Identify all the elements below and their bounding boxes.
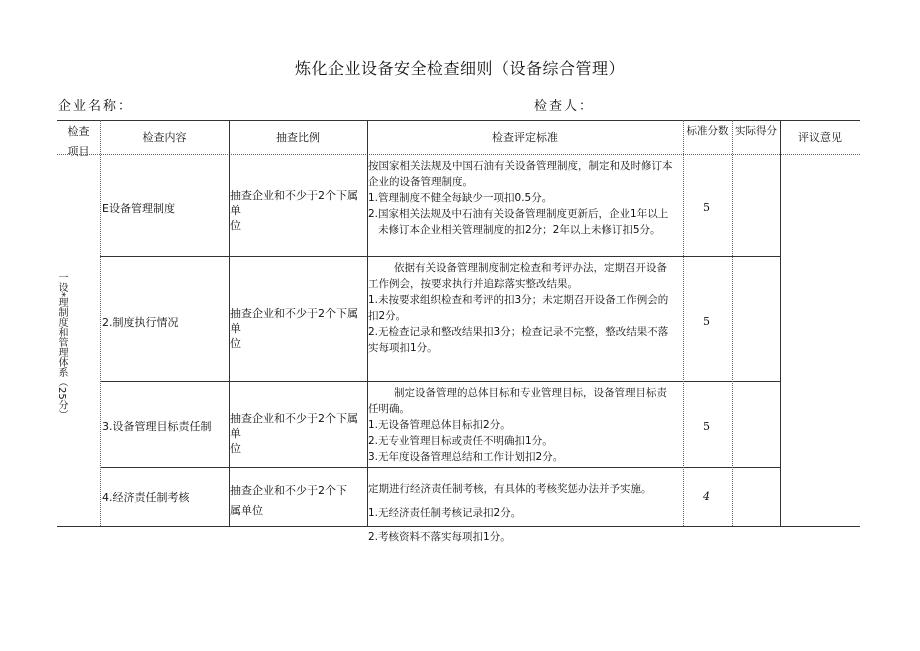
row3-content: 3.设备管理目标责任制 (102, 420, 212, 433)
header-item-top: 检查 (67, 125, 90, 138)
row4-ratio-line2: 属单位 (230, 504, 263, 517)
row2-std-line1: 依据有关设备管理制度制定检查和考评办法，定期召开设备 (394, 262, 667, 274)
row4-ratio-line1: 抽查企业和不少于2个下 (230, 484, 347, 497)
row3-score: 5 (703, 420, 710, 433)
company-name-label: 企业名称： (58, 99, 134, 114)
row3-std-line2: 任明确。 (368, 403, 410, 415)
header-comment: 评议意见 (798, 131, 842, 144)
row1-ratio-line1: 抽查企业和不少于2个下属单 (230, 189, 358, 217)
row4-std-line2: 1.无经济责任制考核记录扣2分。 (368, 507, 522, 519)
row1-content: E设备管理制度 (102, 202, 175, 215)
row2-std-line5: 2.无检查记录和整改结果扣3分；检查记录不完整，整改结果不落 (368, 326, 669, 338)
row1-std-line3: 1.管理制度不健全每缺少一项扣0.5分。 (368, 192, 553, 204)
row1-std-line1: 按国家相关法规及中国石油有关设备管理制度，制定和及时修订本 (368, 160, 673, 172)
row1-std-line4: 2.国家相关法规及中石油有关设备管理制度更新后，企业1年以上 (368, 208, 669, 220)
row3-std-line3: 1.无设备管理总体目标扣2分。 (368, 419, 511, 431)
row1-ratio-line2: 位 (230, 219, 241, 232)
row3-ratio-line2: 位 (230, 442, 241, 455)
row1-std-line5: 未修订本企业相关管理制度的扣2分；2年以上未修订扣5分。 (378, 224, 661, 236)
row2-std-line6: 实每项扣1分。 (368, 342, 438, 354)
row2-score: 5 (703, 315, 710, 328)
header-content: 检查内容 (142, 131, 187, 144)
row1-std-line2: 企业的设备管理制度。 (368, 176, 473, 188)
row4-ratio (230, 481, 367, 521)
row3-std-line4: 2.无专业管理目标或责任不明确扣1分。 (368, 435, 553, 447)
row4-score: 4 (703, 490, 710, 503)
row4-std-line1: 定期进行经济责任制考核，有具体的考核奖惩办法并予实施。 (368, 483, 652, 495)
row4-std-line3: 2.考核资料不落实每项扣1分。 (368, 531, 511, 543)
row3-std-line5: 3.无年度设备管理总结和工作计划扣2分。 (368, 451, 564, 463)
row2-ratio-line2: 位 (230, 337, 241, 350)
row2-content: 2.制度执行情况 (102, 316, 179, 329)
header-standard: 检查评定标准 (492, 131, 558, 144)
row3-ratio-line1: 抽查企业和不少于2个下属单 (230, 412, 358, 440)
row2-std-line3: 1.未按要求组织检查和考评的扣3分；未定期召开设备工作例会的 (368, 294, 669, 306)
row2-std-line2: 工作例会，按要求执行并追踪落实整改结果。 (368, 278, 578, 290)
row2-ratio-line1: 抽查企业和不少于2个下属单 (230, 307, 358, 335)
header-item-bottom: 项目 (67, 145, 90, 158)
header-actual-score: 实际得分 (735, 125, 777, 137)
header-ratio: 抽查比例 (276, 131, 320, 144)
category-label: 一设*理制度和管理体系（25分） (56, 272, 67, 420)
inspector-label: 检查人： (534, 99, 595, 114)
header-std-score: 标准分数 (686, 125, 729, 137)
row4-standard (368, 477, 652, 549)
row2-std-line4: 扣2分。 (368, 310, 407, 322)
row4-content: 4.经济责任制考核 (102, 491, 190, 504)
row1-score: 5 (703, 201, 710, 214)
row3-std-line1: 制定设备管理的总体目标和专业管理目标，设备管理目标责 (394, 387, 667, 399)
document-title: 炼化企业设备安全检查细则（设备综合管理） (294, 59, 625, 78)
